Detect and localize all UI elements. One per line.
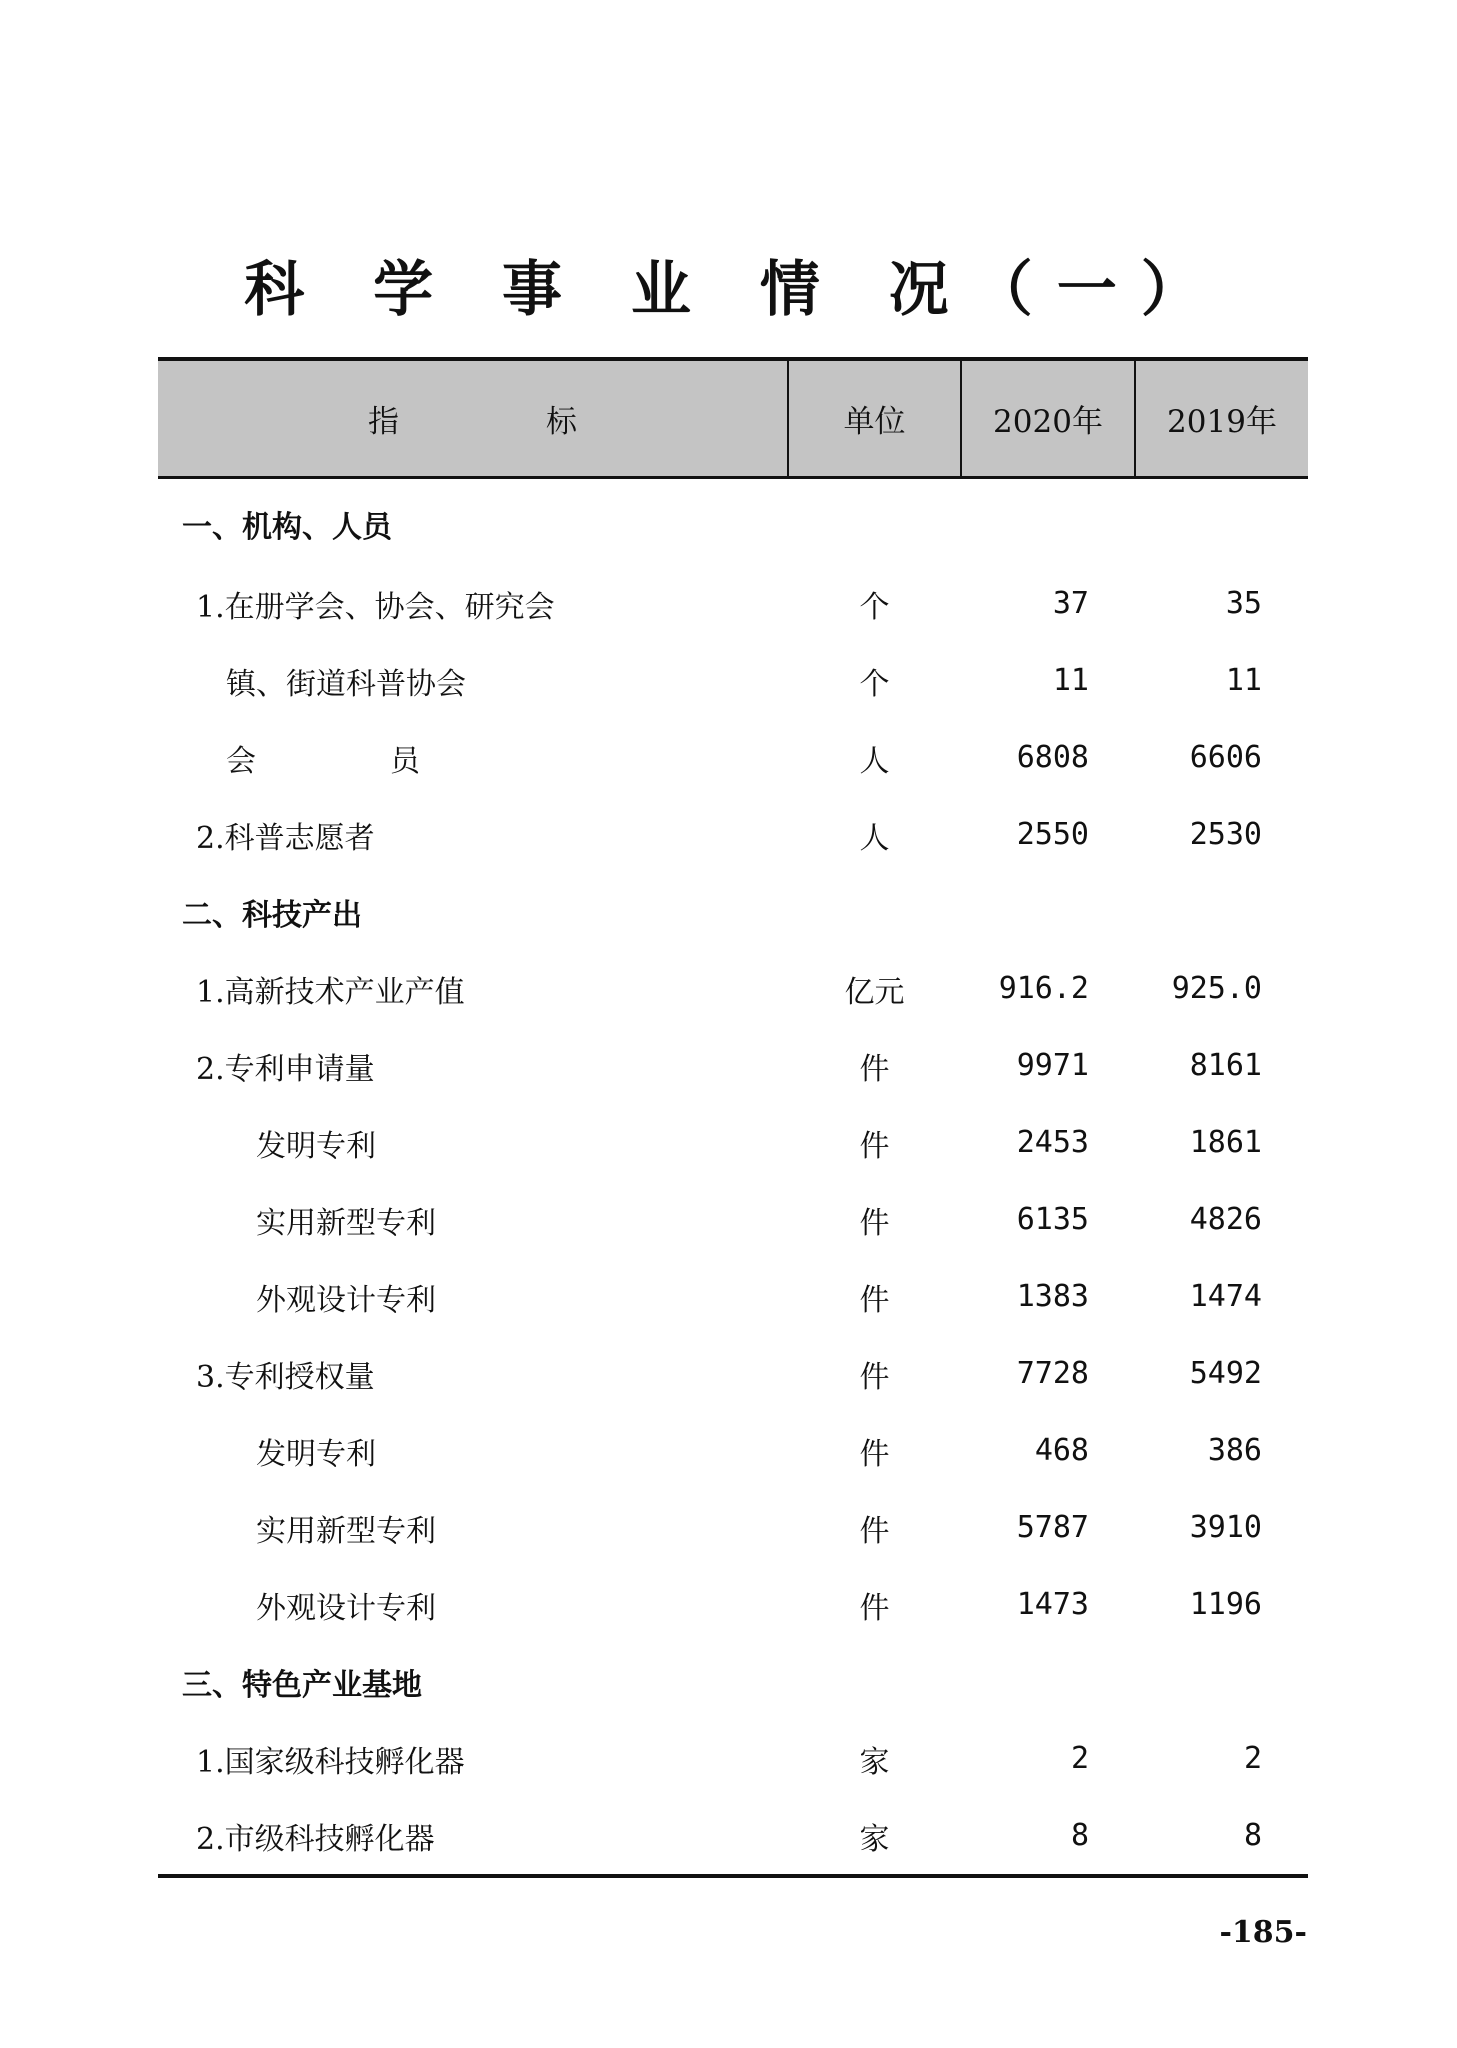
value-2019-cell: 3910 xyxy=(1189,1510,1262,1545)
value-2019-cell: 8 xyxy=(1135,1797,1308,1876)
value-2019-cell: 386 xyxy=(1207,1433,1262,1468)
value-2020-cell xyxy=(961,873,1135,950)
unit-cell xyxy=(788,873,961,950)
value-2020-cell: 8 xyxy=(961,1797,1135,1876)
table-header xyxy=(158,359,1308,478)
unit-cell: 个 xyxy=(859,666,890,702)
section-row xyxy=(158,478,1308,566)
statistics-table xyxy=(158,357,1308,1878)
header-year-2020: 2020年 xyxy=(961,359,1135,478)
value-2020-cell: 1473 xyxy=(1016,1587,1089,1622)
indicator-cell: 发明专利 xyxy=(256,1436,376,1472)
value-2019-cell: 35 xyxy=(1225,586,1262,621)
value-2020-cell: 5787 xyxy=(1016,1510,1089,1545)
value-2020-cell: 6808 xyxy=(1016,740,1089,775)
page-number: -185- xyxy=(1219,1915,1307,1950)
table-row xyxy=(158,642,1308,719)
header-unit: 单位 xyxy=(788,359,961,478)
value-2019-cell: 1196 xyxy=(1189,1587,1262,1622)
value-2020-cell: 7728 xyxy=(1016,1356,1089,1391)
value-2019-cell: 8161 xyxy=(1189,1048,1262,1083)
unit-cell: 件 xyxy=(859,1513,890,1549)
indicator-cell: 发明专利 xyxy=(256,1128,376,1164)
indicator-cell: 外观设计专利 xyxy=(256,1282,436,1318)
table-row xyxy=(158,1797,1308,1876)
table-row xyxy=(158,719,1308,796)
indicator-cell: 一、机构、人员 xyxy=(182,510,392,545)
unit-cell: 人 xyxy=(859,820,890,856)
value-2019-cell xyxy=(1135,873,1308,950)
table-row xyxy=(158,1104,1308,1181)
table-row xyxy=(158,1489,1308,1566)
unit-cell xyxy=(788,1643,961,1720)
table-row xyxy=(158,1412,1308,1489)
unit-cell: 家 xyxy=(788,1797,961,1876)
table-row xyxy=(158,1181,1308,1258)
table-row xyxy=(158,1335,1308,1412)
value-2019-cell: 2530 xyxy=(1189,817,1262,852)
value-2019-cell: 6606 xyxy=(1189,740,1262,775)
header-year-2019: 2019年 xyxy=(1135,359,1308,478)
table-row xyxy=(158,796,1308,873)
indicator-cell: 实用新型专利 xyxy=(256,1205,436,1241)
unit-cell: 件 xyxy=(859,1436,890,1472)
table-body xyxy=(158,478,1308,1877)
table-row xyxy=(158,565,1308,642)
indicator-cell: 1.高新技术产业产值 xyxy=(196,974,465,1010)
unit-cell: 件 xyxy=(859,1282,890,1318)
value-2020-cell: 2 xyxy=(1070,1741,1089,1776)
unit-cell: 家 xyxy=(859,1744,890,1780)
value-2019-cell xyxy=(1135,478,1308,566)
unit-cell: 件 xyxy=(859,1359,890,1395)
value-2020-cell: 1383 xyxy=(1016,1279,1089,1314)
value-2019-cell: 1861 xyxy=(1189,1125,1262,1160)
value-2020-cell: 37 xyxy=(1052,586,1089,621)
unit-cell: 个 xyxy=(859,589,890,625)
value-2020-cell: 6135 xyxy=(1016,1202,1089,1237)
table-row xyxy=(158,1258,1308,1335)
indicator-cell: 实用新型专利 xyxy=(256,1513,436,1549)
indicator-cell: 3.专利授权量 xyxy=(196,1359,375,1395)
indicator-cell: 外观设计专利 xyxy=(256,1590,436,1626)
value-2019-cell: 5492 xyxy=(1189,1356,1262,1391)
unit-cell: 件 xyxy=(859,1051,890,1087)
unit-cell: 件 xyxy=(859,1205,890,1241)
indicator-cell: 镇、街道科普协会 xyxy=(226,666,466,702)
unit-cell xyxy=(788,478,961,566)
unit-cell: 件 xyxy=(859,1590,890,1626)
unit-cell: 件 xyxy=(859,1128,890,1164)
table-row xyxy=(158,1566,1308,1643)
header-row xyxy=(158,359,1308,478)
value-2020-cell: 2550 xyxy=(1016,817,1089,852)
indicator-cell: 会 员 xyxy=(226,743,472,779)
table-row xyxy=(158,950,1308,1027)
value-2020-cell xyxy=(961,1643,1135,1720)
indicator-cell: 1.国家级科技孵化器 xyxy=(196,1744,465,1780)
value-2019-cell: 2 xyxy=(1243,1741,1262,1776)
table-row xyxy=(158,1720,1308,1797)
value-2020-cell: 11 xyxy=(1052,663,1089,698)
value-2020-cell xyxy=(961,478,1135,566)
unit-cell: 亿元 xyxy=(844,974,905,1010)
unit-cell: 人 xyxy=(859,743,890,779)
value-2019-cell: 925.0 xyxy=(1171,971,1262,1006)
indicator-cell: 2.市级科技孵化器 xyxy=(158,1797,788,1876)
table-row xyxy=(158,1027,1308,1104)
value-2019-cell xyxy=(1135,1643,1308,1720)
section-row xyxy=(158,873,1308,950)
value-2020-cell: 9971 xyxy=(1016,1048,1089,1083)
indicator-cell: 1.在册学会、协会、研究会 xyxy=(196,589,555,625)
value-2020-cell: 916.2 xyxy=(998,971,1089,1006)
indicator-cell: 三、特色产业基地 xyxy=(182,1667,422,1703)
indicator-cell: 2.科普志愿者 xyxy=(196,820,375,856)
value-2020-cell: 2453 xyxy=(1016,1125,1089,1160)
page-title: 科 学 事 业 情 况（一） xyxy=(244,255,1225,326)
value-2020-cell: 468 xyxy=(1034,1433,1089,1468)
section-row xyxy=(158,1643,1308,1720)
statistics-table-container xyxy=(158,357,1308,1878)
value-2019-cell: 1474 xyxy=(1189,1279,1262,1314)
value-2019-cell: 4826 xyxy=(1189,1202,1262,1237)
header-indicator: 指 标 xyxy=(158,359,788,478)
value-2019-cell: 11 xyxy=(1225,663,1262,698)
indicator-cell: 二、科技产出 xyxy=(182,897,362,933)
indicator-cell: 2.专利申请量 xyxy=(196,1051,375,1087)
